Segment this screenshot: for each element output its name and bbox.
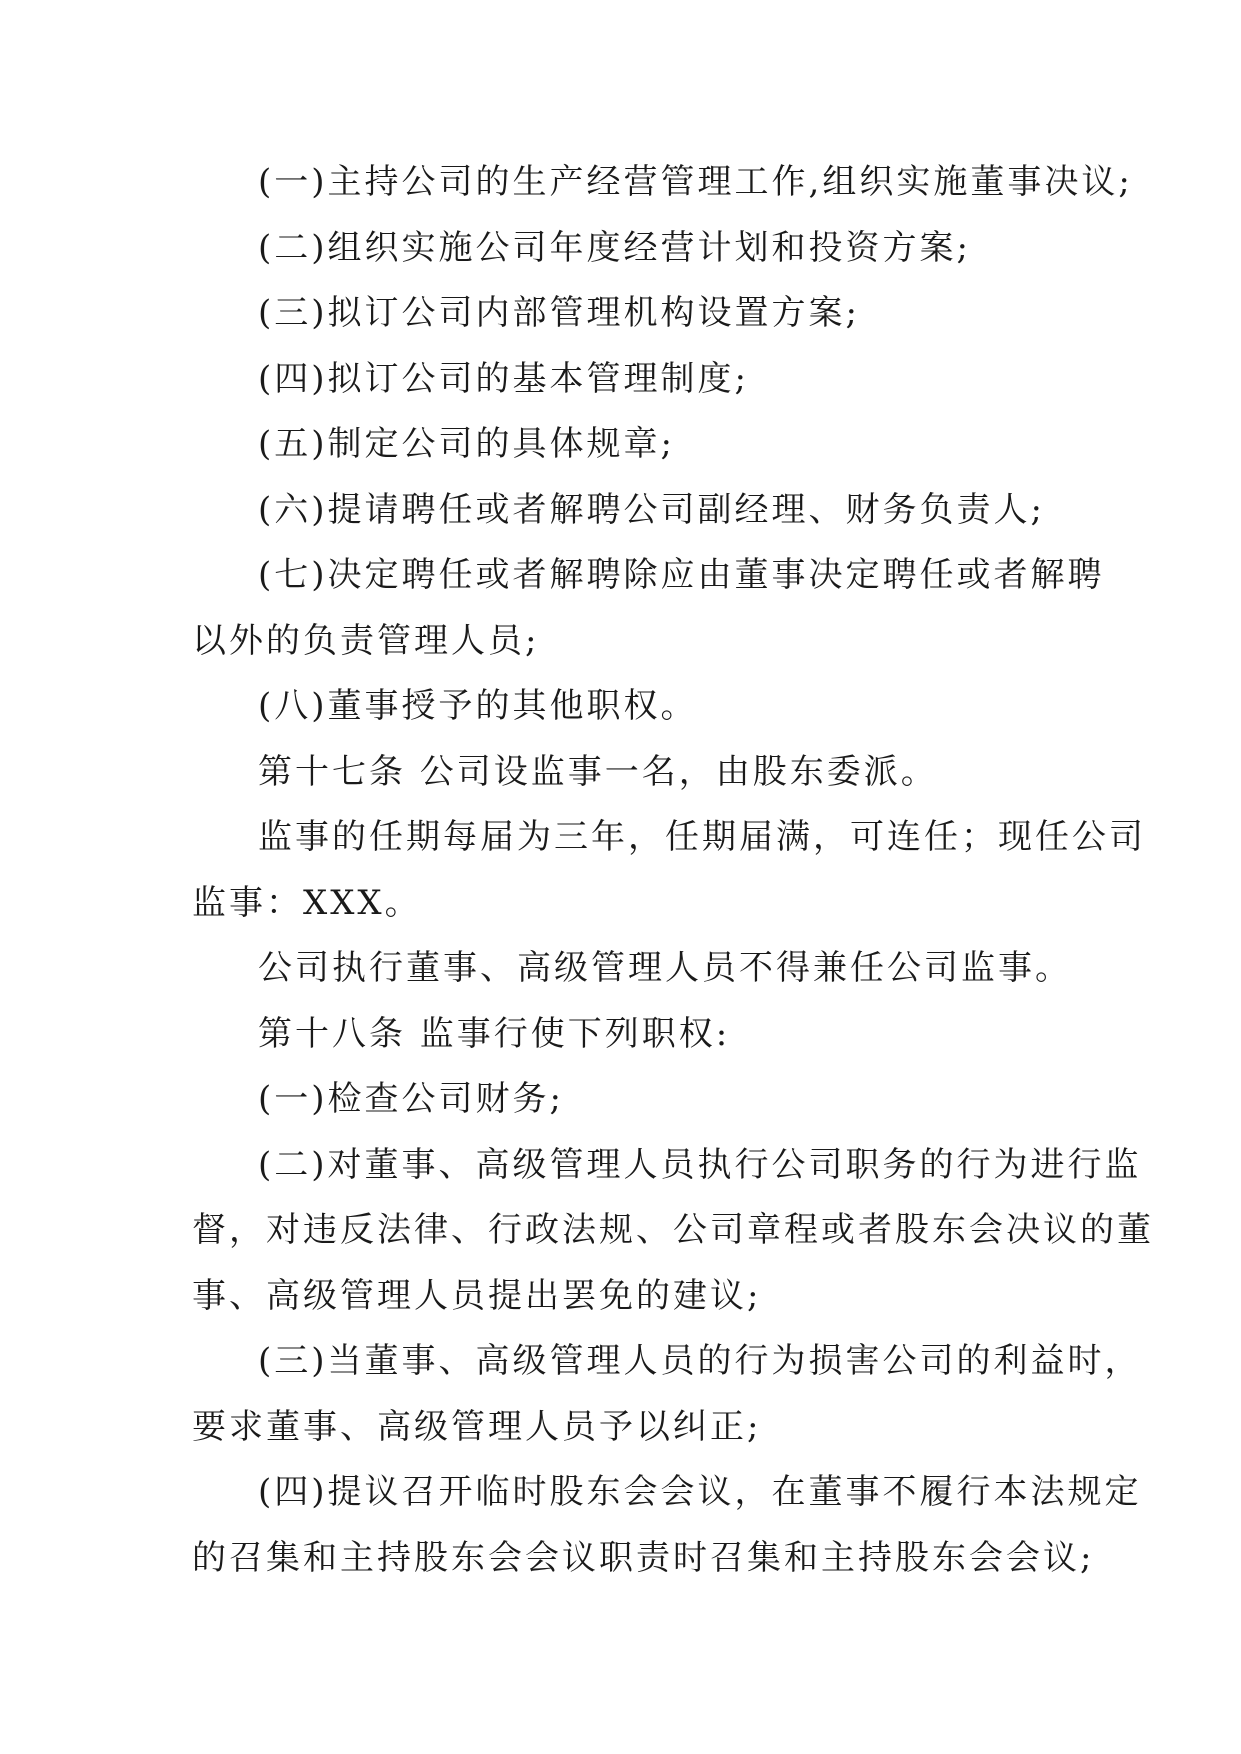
paragraph-line: 的召集和主持股东会会议职责时召集和主持股东会会议; bbox=[192, 1537, 1095, 1578]
paragraph-line: (六)提请聘任或者解聘公司副经理、财务负责人; bbox=[258, 489, 1045, 530]
paragraph-line: 督，对违反法律、行政法规、公司章程或者股东会决议的董 bbox=[192, 1210, 1154, 1250]
paragraph-line: 监事：XXX。 bbox=[192, 882, 422, 923]
paragraph-line: 以外的负责管理人员; bbox=[192, 620, 540, 661]
paragraph-line: (一)主持公司的生产经营管理工作,组织实施董事决议; bbox=[258, 162, 1133, 202]
article-heading-18: 第十八条 监事行使下列职权: bbox=[258, 1013, 731, 1054]
paragraph-line: (三)当董事、高级管理人员的行为损害公司的利益时， bbox=[258, 1341, 1142, 1381]
paragraph-line: 事、高级管理人员提出罢免的建议; bbox=[192, 1275, 762, 1316]
paragraph-line: 监事的任期每届为三年，任期届满，可连任；现任公司 bbox=[258, 817, 1146, 857]
paragraph-line: 公司执行董事、高级管理人员不得兼任公司监事。 bbox=[258, 948, 1072, 988]
paragraph-line: (二)组织实施公司年度经营计划和投资方案; bbox=[258, 227, 971, 268]
paragraph-line: (二)对董事、高级管理人员执行公司职务的行为进行监 bbox=[258, 1144, 1142, 1185]
paragraph-line: (八)董事授予的其他职权。 bbox=[258, 686, 698, 726]
paragraph-line: (四)提议召开临时股东会会议，在董事不履行本法规定 bbox=[258, 1472, 1142, 1512]
article-heading-17: 第十七条 公司设监事一名，由股东委派。 bbox=[258, 751, 938, 792]
document-body bbox=[192, 158, 1154, 1599]
paragraph-line: 要求董事、高级管理人员予以纠正; bbox=[192, 1406, 762, 1447]
paragraph-line: (七)决定聘任或者解聘除应由董事决定聘任或者解聘 bbox=[258, 555, 1105, 595]
paragraph-line: (三)拟订公司内部管理机构设置方案; bbox=[258, 293, 860, 333]
paragraph-line: (四)拟订公司的基本管理制度; bbox=[258, 358, 749, 399]
paragraph-line: (一)检查公司财务; bbox=[258, 1079, 564, 1119]
paragraph-line: (五)制定公司的具体规章; bbox=[258, 424, 675, 464]
